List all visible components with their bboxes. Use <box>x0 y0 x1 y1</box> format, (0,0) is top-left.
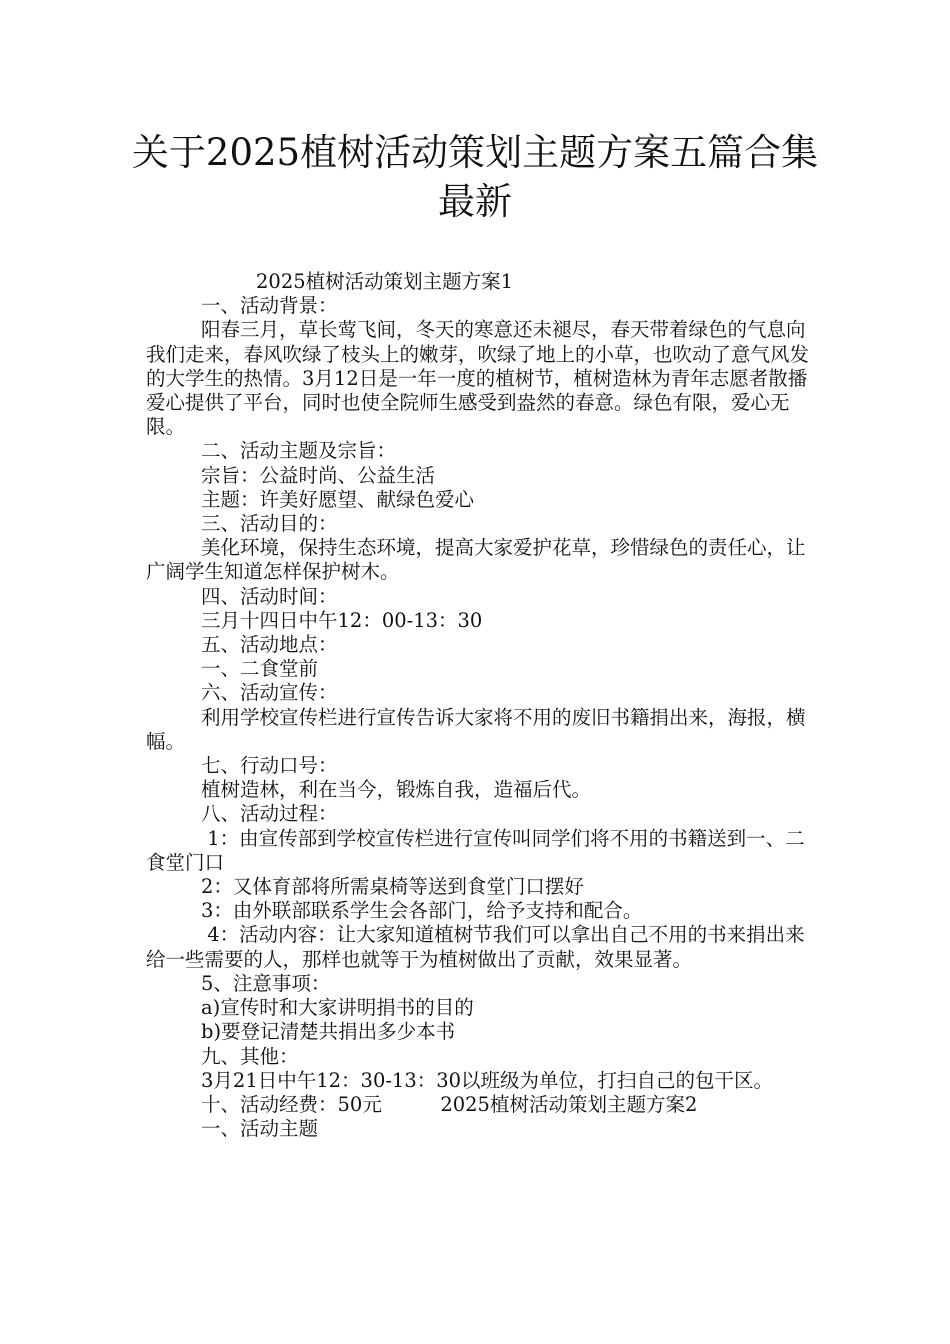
paragraph: 主题：许美好愿望、献绿色爱心 <box>201 487 475 511</box>
paragraph: 三、活动目的： <box>201 512 338 536</box>
paragraph: 2：又体育部将所需桌椅等送到食堂门口摆好 <box>201 875 584 899</box>
paragraph: 二、活动主题及宗旨： <box>201 439 397 463</box>
section-heading: 2025植树活动策划主题方案1 <box>256 270 514 293</box>
paragraph: 阳春三月，草长莺飞间，冬天的寒意还未褪尽，春天带着绿色的气息向我们走来，春风吹绿了枝头上的嫩芽，吹绿了地上的小草，也吹动了意气风发的大学生的热情。3月12日是一年一度的植树节，植树造林为青年志愿者散播爱心提供了平台，同时也使全院师生感受到盎然的春意。绿色有限，爱心无限。 <box>146 318 810 439</box>
paragraph: 美化环境，保持生态环境，提高大家爱护花草，珍惜绿色的责任心，让广阔学生知道怎样保护树木。 <box>146 536 806 584</box>
paragraph: 3：由外联部联系学生会各部门，给予支持和配合。 <box>201 899 643 923</box>
paragraph: 3月21日中午12：30-13：30以班级为单位，打扫自己的包干区。 <box>201 1068 774 1092</box>
paragraph: b)要登记清楚共捐出多少本书 <box>201 1020 456 1044</box>
document-body <box>146 270 816 1141</box>
paragraph: 4：活动内容：让大家知道植树节我们可以拿出自己不用的书来捐出来给一些需要的人，那样也就等于为植树做出了贡献，效果显著。 <box>146 923 805 971</box>
paragraph: 1：由宣传部到学校宣传栏进行宣传叫同学们将不用的书籍送到一、二食堂门口 <box>146 826 805 874</box>
paragraph: 利用学校宣传栏进行宣传告诉大家将不用的废旧书籍捐出来，海报，横幅。 <box>146 705 806 753</box>
paragraph: 四、活动时间： <box>201 584 338 608</box>
paragraph: a)宣传时和大家讲明捐书的目的 <box>201 996 474 1020</box>
paragraph: 植树造林，利在当今，锻炼自我，造福后代。 <box>201 778 592 802</box>
paragraph: 八、活动过程： <box>201 802 338 826</box>
paragraph: 5、注意事项： <box>201 971 331 995</box>
paragraph: 五、活动地点： <box>201 633 338 657</box>
paragraph: 三月十四日中午12：00-13：30 <box>201 608 483 632</box>
paragraph: 一、二食堂前 <box>201 657 319 681</box>
paragraph: 宗旨：公益时尚、公益生活 <box>201 463 436 487</box>
paragraph: 九、其他： <box>201 1044 299 1068</box>
document-title-line-1: 关于2025植树活动策划主题方案五篇合集 <box>131 131 819 174</box>
paragraph: 六、活动宣传： <box>201 681 338 705</box>
paragraph: 一、活动背景： <box>201 294 338 318</box>
document-title-line-2: 最新 <box>438 180 512 223</box>
paragraph: 十、活动经费：50元 2025植树活动策划主题方案2 <box>201 1092 698 1116</box>
paragraph: 七、行动口号： <box>201 754 338 778</box>
paragraph: 一、活动主题 <box>201 1117 319 1141</box>
